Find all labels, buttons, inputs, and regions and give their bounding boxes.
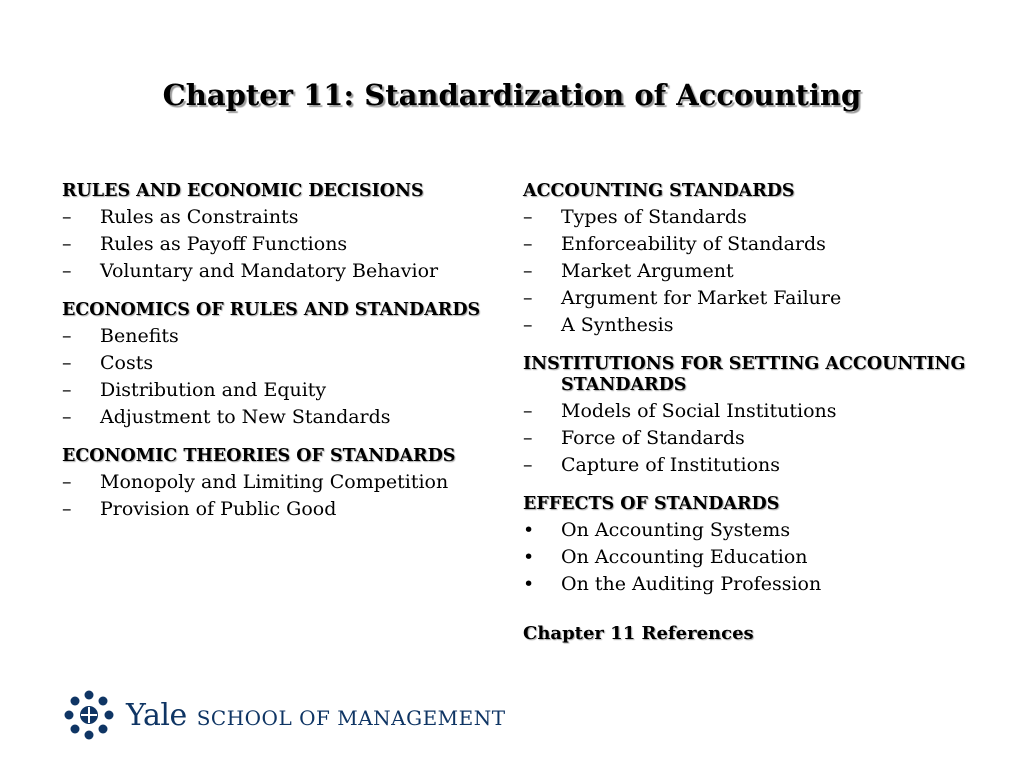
right-column: [523, 181, 973, 644]
list-item: [523, 427, 973, 449]
yale-som-logo: [64, 690, 506, 740]
slide-title: Chapter 11: Standardization of Accounting: [162, 78, 862, 112]
chapter-references-link[interactable]: Chapter 11 References: [523, 623, 754, 644]
list-item: [523, 287, 973, 309]
list-item: [62, 206, 512, 228]
list-item-text: Voluntary and Mandatory Behavior: [100, 260, 439, 282]
dash-marker: –: [62, 206, 72, 228]
dash-marker: –: [523, 427, 533, 449]
list-item: [523, 454, 973, 476]
dash-marker: –: [62, 471, 72, 493]
section-heading: RULES AND ECONOMIC DECISIONS: [62, 181, 424, 201]
list-item-text: Provision of Public Good: [100, 498, 337, 520]
list-item-text: On the Auditing Profession: [561, 573, 822, 595]
list-item-text: Types of Standards: [561, 206, 747, 228]
list-item-text: Distribution and Equity: [100, 379, 327, 401]
list-item-text: Monopoly and Limiting Competition: [100, 471, 449, 493]
dash-marker: –: [523, 400, 533, 422]
section-institutions: [523, 354, 973, 476]
list-item-text: Models of Social Institutions: [561, 400, 837, 422]
bullet-marker: •: [523, 573, 535, 595]
section-heading: ECONOMICS OF RULES AND STANDARDS: [62, 300, 481, 320]
bullet-marker: •: [523, 519, 535, 541]
left-column: [62, 181, 512, 538]
logo-school-text: SCHOOL OF MANAGEMENT: [196, 706, 506, 730]
section-heading: INSTITUTIONS FOR SETTING ACCOUNTING STANDARDS: [523, 354, 966, 395]
list-item: [62, 260, 512, 282]
list-item-text: A Synthesis: [561, 314, 674, 336]
list-item-text: Rules as Payoff Functions: [100, 233, 348, 255]
list-item: [62, 471, 512, 493]
dash-marker: –: [62, 498, 72, 520]
yale-shield-icon: [64, 690, 114, 740]
list-item: [523, 519, 973, 541]
list-item-text: Capture of Institutions: [561, 454, 780, 476]
list-item: [523, 314, 973, 336]
dash-marker: –: [523, 454, 533, 476]
list-item: [62, 325, 512, 347]
section-economics-of-rules: [62, 300, 512, 428]
section-economic-theories: [62, 446, 512, 520]
list-item-text: On Accounting Systems: [561, 519, 791, 541]
dash-marker: –: [62, 260, 72, 282]
list-item: [523, 546, 973, 568]
list-item-text: Force of Standards: [561, 427, 745, 449]
list-item: [523, 260, 973, 282]
list-item-text: Argument for Market Failure: [561, 287, 842, 309]
list-item: [523, 573, 973, 595]
list-item-text: Costs: [100, 352, 154, 374]
dash-marker: –: [523, 314, 533, 336]
list-item: [523, 400, 973, 422]
list-item-text: On Accounting Education: [561, 546, 808, 568]
section-accounting-standards: [523, 181, 973, 336]
list-item: [62, 379, 512, 401]
list-item: [523, 233, 973, 255]
list-item-text: Benefits: [100, 325, 179, 347]
list-item: [62, 352, 512, 374]
list-item: [523, 206, 973, 228]
dash-marker: –: [62, 233, 72, 255]
list-item: [62, 406, 512, 428]
list-item: [62, 233, 512, 255]
section-heading: EFFECTS OF STANDARDS: [523, 494, 780, 514]
dash-marker: –: [523, 260, 533, 282]
logo-yale-text: Yale: [126, 697, 187, 733]
dash-marker: –: [62, 325, 72, 347]
bullet-marker: •: [523, 546, 535, 568]
section-heading: ACCOUNTING STANDARDS: [523, 181, 795, 201]
list-item-text: Rules as Constraints: [100, 206, 299, 228]
dash-marker: –: [523, 287, 533, 309]
dash-marker: –: [62, 379, 72, 401]
dash-marker: –: [523, 233, 533, 255]
section-effects-of-standards: [523, 494, 973, 595]
section-heading: ECONOMIC THEORIES OF STANDARDS: [62, 446, 456, 466]
dash-marker: –: [523, 206, 533, 228]
list-item-text: Adjustment to New Standards: [100, 406, 391, 428]
list-item-text: Enforceability of Standards: [561, 233, 826, 255]
section-rules-economic-decisions: [62, 181, 512, 282]
dash-marker: –: [62, 352, 72, 374]
list-item-text: Market Argument: [561, 260, 734, 282]
dash-marker: –: [62, 406, 72, 428]
list-item: [62, 498, 512, 520]
